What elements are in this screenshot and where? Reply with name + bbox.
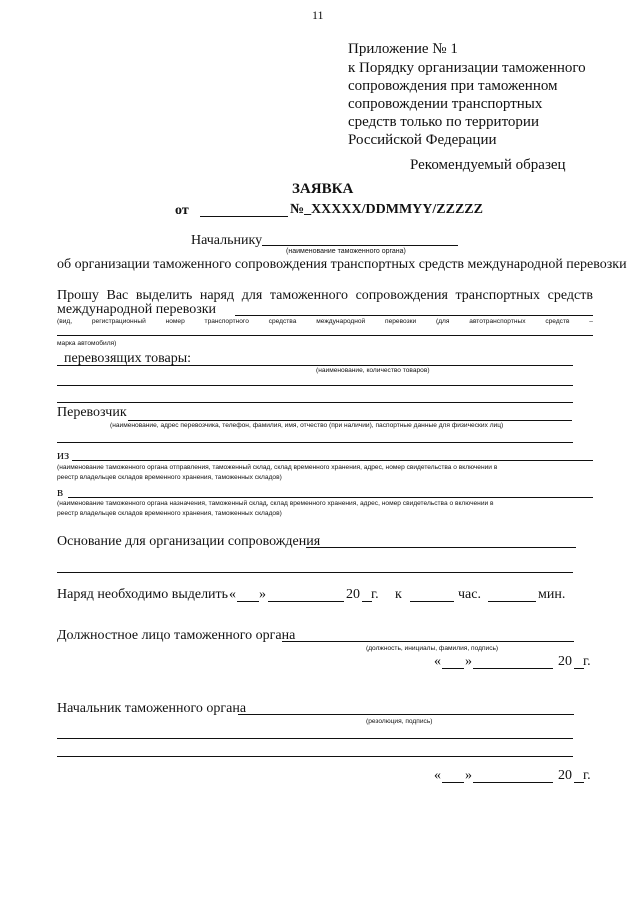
head-field-2[interactable] — [57, 738, 573, 739]
justified-word: таможенного — [269, 288, 348, 303]
appendix-line: средств только по территории — [348, 114, 539, 130]
chief-label: Начальнику — [191, 233, 263, 248]
to-place-caption: (наименование таможенного органа назначения, таможенный склад, склад временного хранения, адрес, номер свидетельства о включении в — [57, 500, 494, 507]
head-caption: (резолюция, подпись) — [366, 718, 433, 725]
to-place-caption-2: реестр владельцев складов временного хранения, таможенных складов) — [57, 510, 282, 517]
vehicle-caption-2: марка автомобиля) — [57, 340, 117, 347]
justified-word: перевозки — [385, 318, 417, 325]
vehicle-field-2[interactable] — [57, 335, 593, 336]
recommended-sample: Рекомендуемый образец — [410, 157, 566, 173]
justified-word: для — [241, 288, 263, 303]
appendix-line: сопровождении транспортных — [348, 96, 543, 112]
escort-year-suffix: г. — [371, 587, 379, 602]
justified-word: средства — [268, 318, 297, 325]
justified-word: автотранспортных — [469, 318, 526, 325]
justified-word: наряд — [199, 288, 235, 303]
official-date-close-quote: » — [465, 654, 472, 669]
goods-field[interactable] — [57, 365, 573, 366]
official-caption: (должность, инициалы, фамилия, подпись) — [366, 645, 499, 652]
vehicle-caption — [57, 318, 593, 325]
escort-day-field[interactable] — [237, 601, 259, 602]
goods-label: перевозящих товары: — [64, 351, 192, 366]
escort-hours-field[interactable] — [410, 601, 454, 602]
head-day-field[interactable] — [442, 782, 464, 783]
to-place-label: в — [57, 484, 64, 499]
escort-open-quote: « — [229, 587, 236, 602]
carrier-field-2[interactable] — [57, 442, 573, 443]
official-date-open-quote: « — [434, 654, 441, 669]
head-date-open-quote: « — [434, 768, 441, 783]
goods-field-2[interactable] — [57, 385, 573, 386]
justified-word: средств — [545, 318, 570, 325]
from-label: от — [175, 203, 189, 218]
page-number: 11 — [312, 8, 324, 22]
head-field-3[interactable] — [57, 756, 573, 757]
appendix-line: Приложение № 1 — [348, 41, 458, 57]
carrier-field[interactable] — [128, 420, 572, 421]
official-month-field[interactable] — [473, 668, 553, 669]
head-field[interactable] — [238, 714, 574, 715]
justified-word: (вид, — [57, 318, 73, 325]
vehicle-field[interactable] — [235, 315, 593, 316]
to-place-field[interactable] — [68, 497, 593, 498]
justified-word: Прошу — [57, 288, 99, 303]
justified-word: транспортного — [204, 318, 249, 325]
head-date-year-suffix: г. — [583, 768, 591, 783]
basis-field[interactable] — [306, 547, 576, 548]
official-date-year: 20 — [558, 654, 572, 669]
chief-caption: (наименование таможенного органа) — [286, 248, 406, 255]
justified-word: – — [589, 318, 593, 325]
escort-minutes-field[interactable] — [488, 601, 536, 602]
justified-word: международной — [316, 318, 366, 325]
appendix-line: сопровождения при таможенном — [348, 78, 558, 94]
chief-field[interactable] — [262, 245, 458, 246]
appendix-line: Российской Федерации — [348, 132, 497, 148]
official-date-year-suffix: г. — [583, 654, 591, 669]
appendix-line: к Порядку организации таможенного — [348, 60, 586, 76]
justified-word: выделить — [135, 288, 193, 303]
justified-word: Вас — [106, 288, 129, 303]
request-number: №_XXXXX/DDMMYY/ZZZZZ — [290, 202, 483, 217]
justified-word: (для — [436, 318, 450, 325]
justified-word: регистрационный — [91, 318, 146, 325]
from-place-field[interactable] — [72, 460, 593, 461]
doc-title: ЗАЯВКА — [292, 181, 354, 197]
head-label: Начальник таможенного органа — [57, 701, 247, 716]
justified-word: транспортных — [455, 288, 541, 303]
official-label: Должностное лицо таможенного органа — [57, 628, 296, 643]
from-place-caption: (наименование таможенного органа отправления, таможенный склад, склад временного хранения, адрес, номер свидетельства о включении в — [57, 464, 498, 471]
justified-word: средств — [547, 288, 593, 303]
escort-close-quote: » — [259, 587, 266, 602]
escort-label: Наряд необходимо выделить — [57, 587, 229, 602]
justified-word: номер — [165, 318, 185, 325]
basis-label: Основание для организации сопровождения — [57, 534, 321, 549]
escort-at: к — [395, 587, 402, 602]
official-field[interactable] — [282, 641, 574, 642]
head-month-field[interactable] — [473, 782, 553, 783]
goods-field-3[interactable] — [57, 402, 573, 403]
from-place-label: из — [57, 447, 70, 462]
subject-line: об организации таможенного сопровождения транспортных средств международной перевозки — [57, 257, 627, 272]
escort-hours: час. — [458, 587, 481, 602]
justified-word: сопровождения — [355, 288, 448, 303]
head-date-close-quote: » — [465, 768, 472, 783]
from-place-caption-2: реестр владельцев складов временного хранения, таможенных складов) — [57, 474, 282, 481]
escort-month-field[interactable] — [268, 601, 344, 602]
carrier-caption: (наименование, адрес перевозчика, телефон, фамилия, имя, отчество (при наличии), паспортные данные для физических лиц) — [110, 422, 504, 429]
basis-field-2[interactable] — [57, 572, 573, 573]
escort-minutes: мин. — [538, 587, 566, 602]
goods-caption: (наименование, количество товаров) — [316, 367, 430, 374]
escort-year: 20 — [346, 587, 360, 602]
date-field[interactable] — [200, 216, 288, 217]
official-day-field[interactable] — [442, 668, 464, 669]
request-line-2: международной перевозки — [57, 302, 217, 317]
head-date-year: 20 — [558, 768, 572, 783]
carrier-label: Перевозчик — [57, 405, 127, 420]
